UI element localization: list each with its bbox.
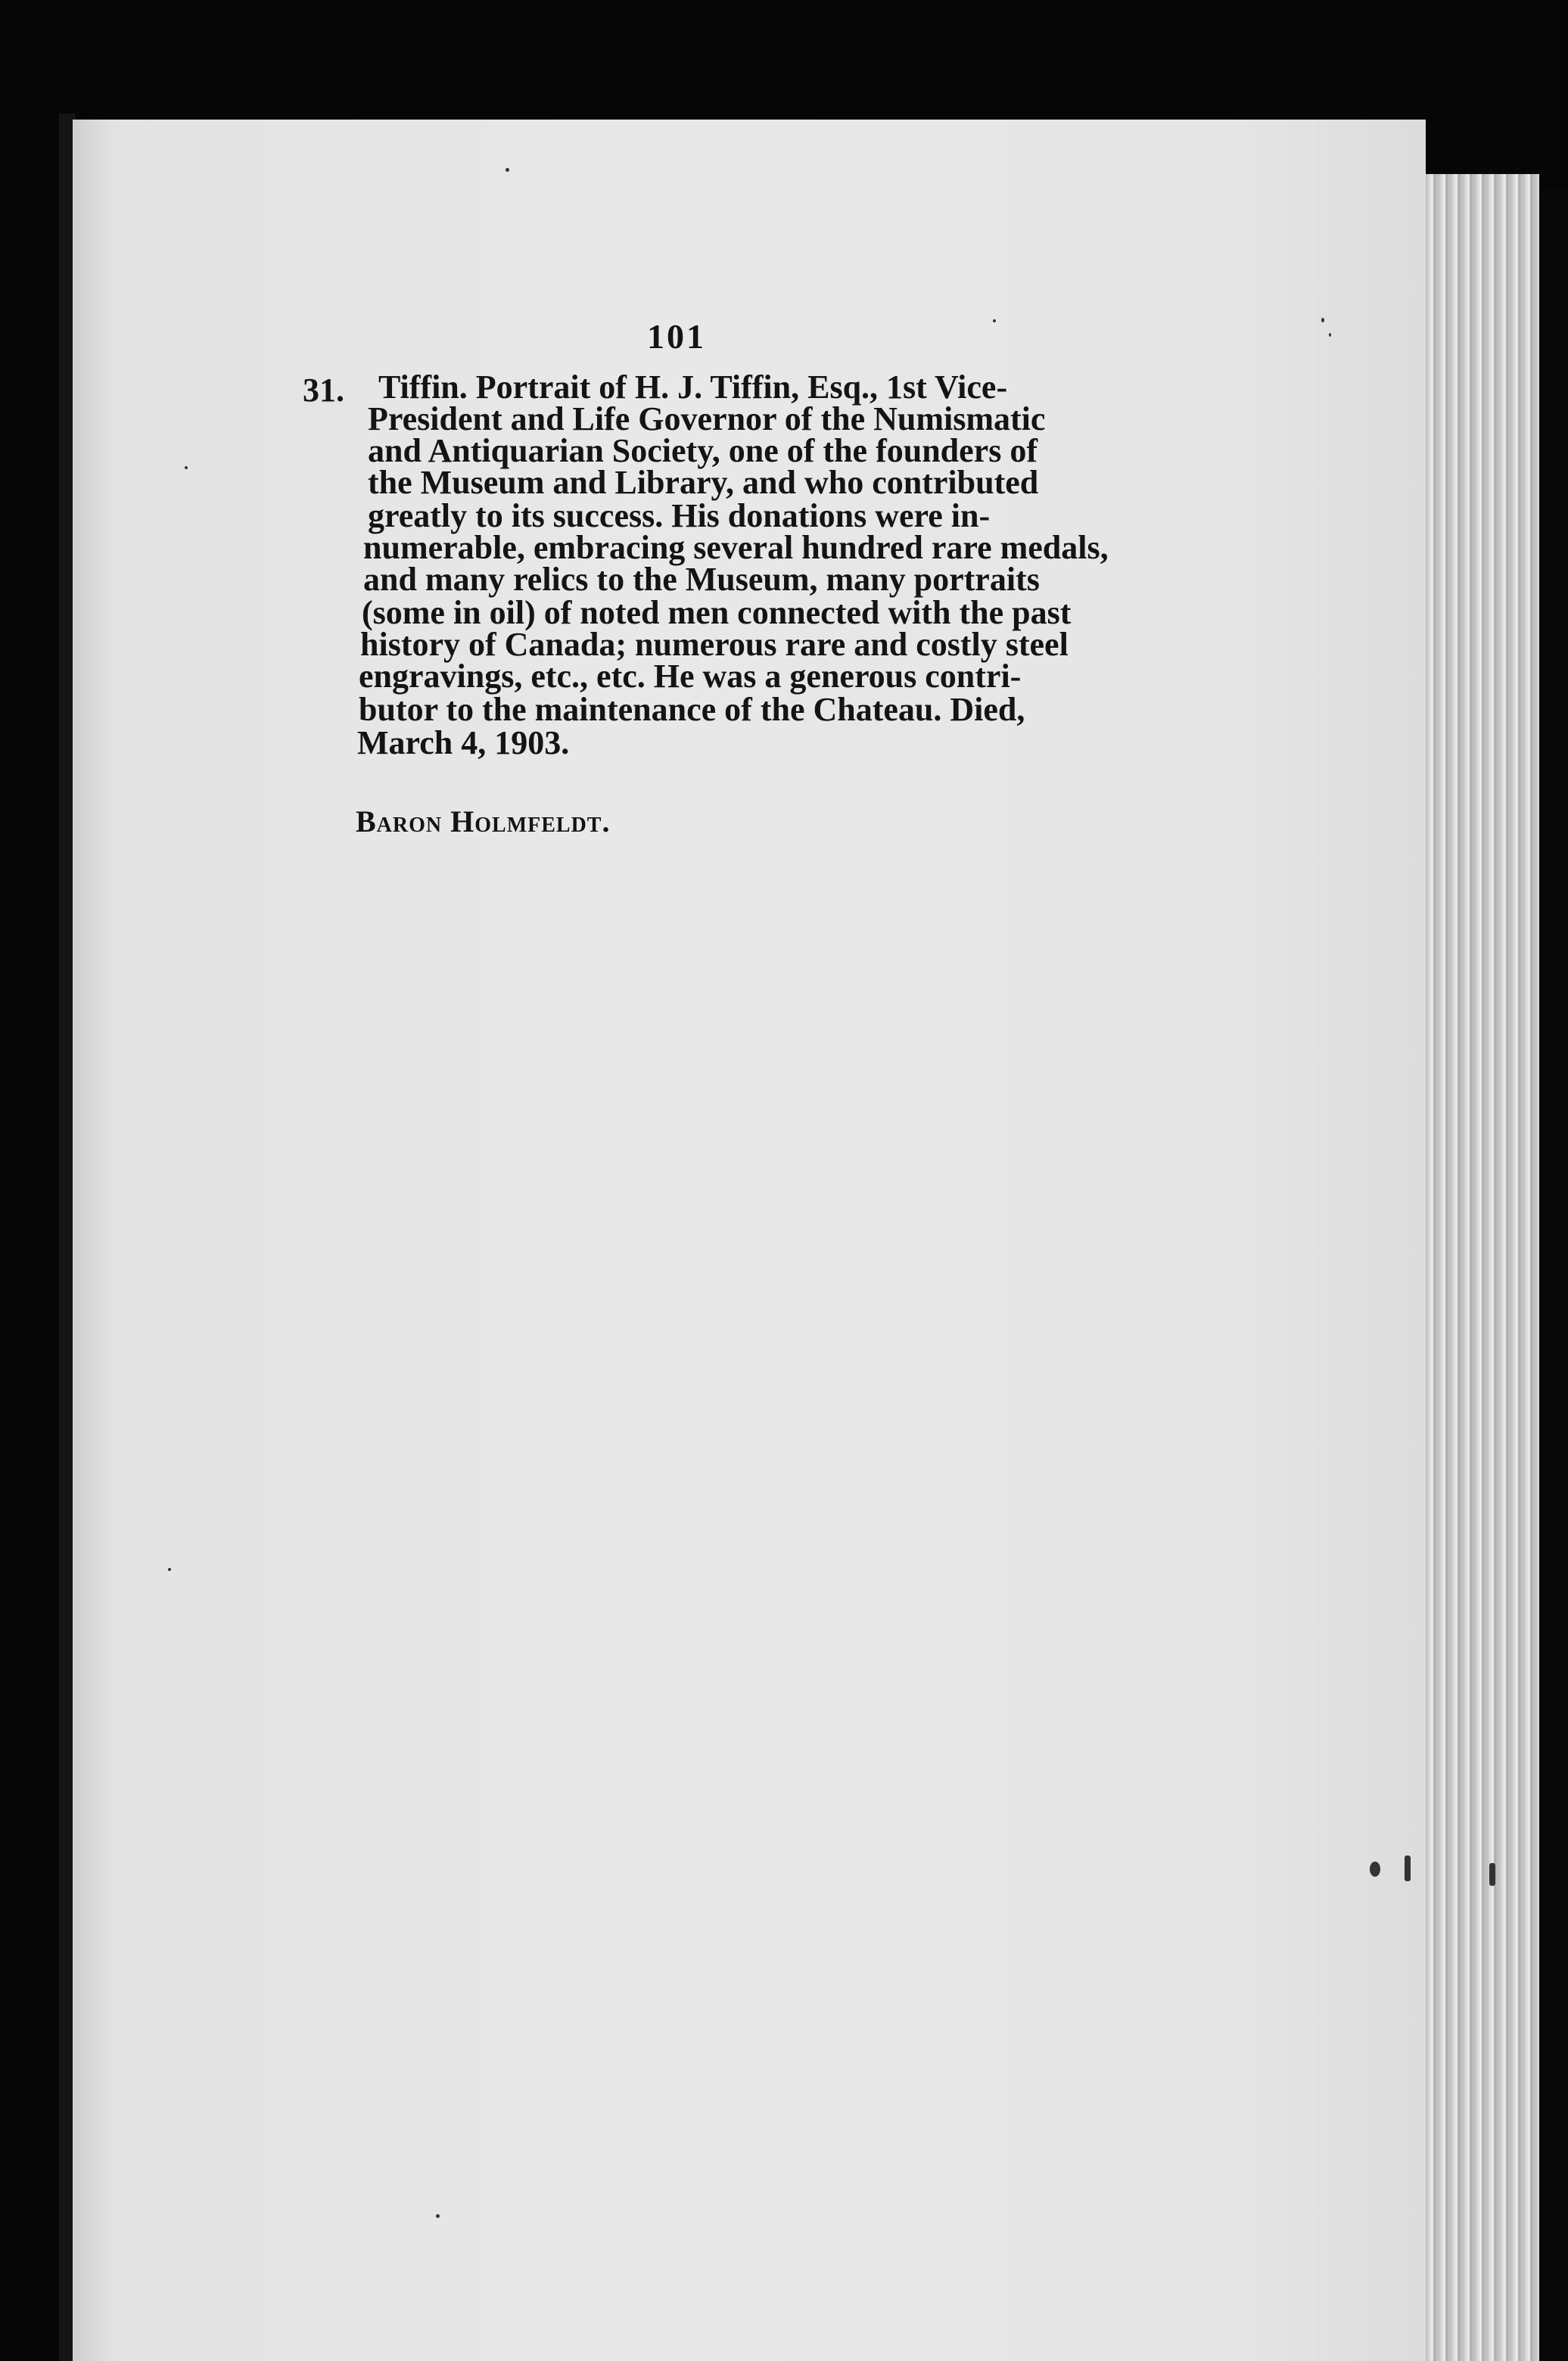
- dust-speck: [1321, 318, 1324, 322]
- dust-speck: [993, 319, 996, 322]
- dust-speck: [1405, 1856, 1411, 1881]
- dust-speck: [168, 1568, 171, 1571]
- entry-number: 31.: [303, 372, 344, 409]
- page-number: 101: [647, 317, 706, 356]
- page-stack-edges: [1426, 174, 1539, 2361]
- signature: Baron Holmfeldt.: [356, 804, 611, 838]
- text-line: Tiffin. Portrait of H. J. Tiffin, Esq., 1st Vice-: [378, 369, 1008, 406]
- text-line: numerable, embracing several hundred rare medals,: [363, 529, 1109, 566]
- text-line: President and Life Governor of the Numismatic: [368, 400, 1046, 437]
- text-line: greatly to its success. His donations were in-: [368, 497, 991, 534]
- page-stack-shadow: [1539, 189, 1568, 2361]
- text-line: March 4, 1903.: [357, 724, 570, 761]
- dust-speck: [436, 2214, 440, 2218]
- text-line: engravings, etc., etc. He was a generous contri-: [359, 658, 1022, 695]
- text-line: history of Canada; numerous rare and costly steel: [360, 626, 1069, 663]
- text-line: butor to the maintenance of the Chateau. Died,: [359, 691, 1025, 728]
- dust-speck: [185, 466, 188, 469]
- dust-speck: [506, 168, 509, 172]
- dust-speck: [1370, 1862, 1380, 1877]
- text-line: and many relics to the Museum, many portraits: [363, 561, 1040, 598]
- dust-speck: [1329, 333, 1331, 337]
- text-line: (some in oil) of noted men connected with the past: [362, 594, 1072, 631]
- text-line: the Museum and Library, and who contributed: [368, 464, 1039, 501]
- text-line: and Antiquarian Society, one of the founders of: [368, 432, 1038, 469]
- dust-speck: [1489, 1863, 1495, 1886]
